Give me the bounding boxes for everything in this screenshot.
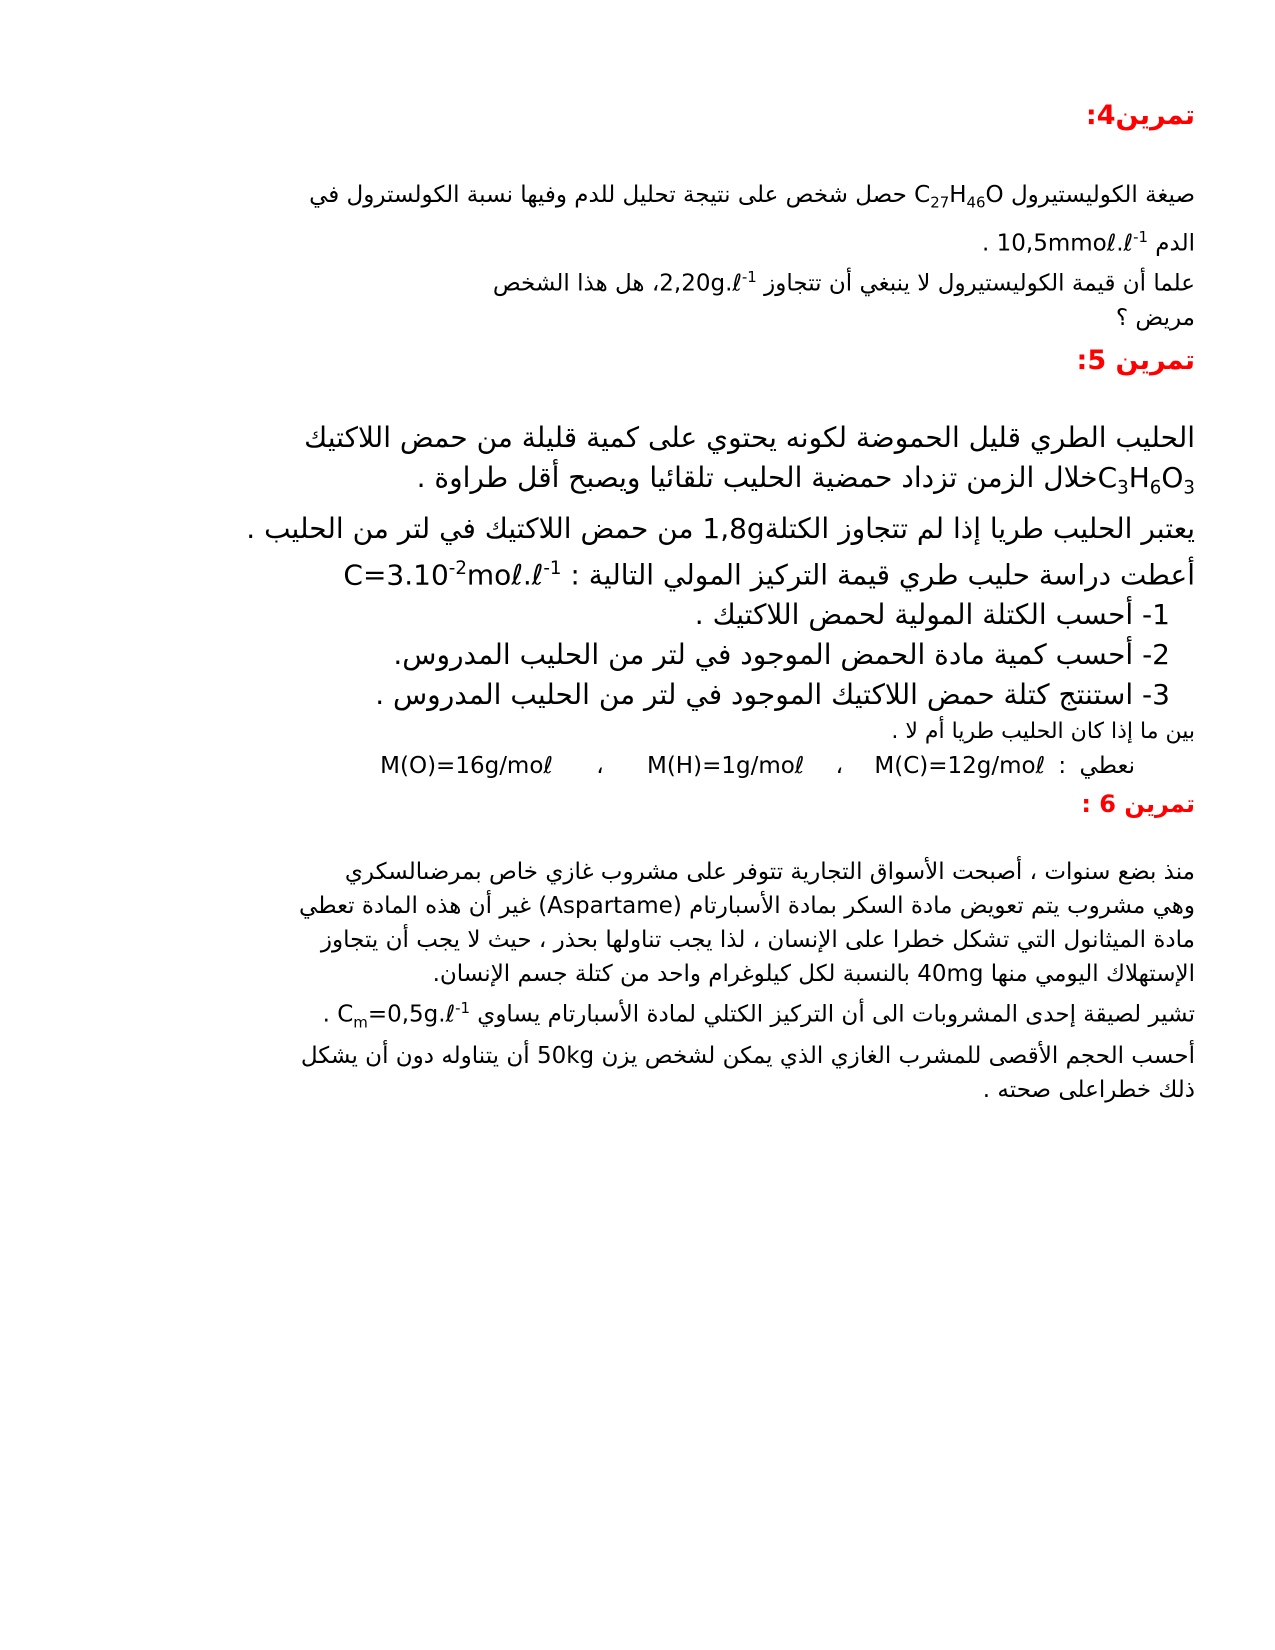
ex4-line-1: [80, 178, 1195, 220]
question-3: 3- استنتج كتلة حمض اللاكتيك الموجود في لتر من الحليب المدروس .: [375, 677, 1170, 711]
mass-limit: 1,8g: [702, 511, 765, 545]
mass-concentration: [337, 991, 470, 1039]
exercise-4-title: تمرين4:: [1085, 100, 1195, 131]
separator-1: ،: [835, 752, 844, 779]
ex4-line-2: [80, 220, 1195, 261]
value-1: 10,5mmoℓ.ℓ: [996, 230, 1134, 257]
separator-2: ،: [596, 752, 604, 779]
cm-subscript: m: [353, 1013, 368, 1032]
formula-o: O: [985, 182, 1004, 208]
given-data: [80, 749, 1195, 783]
given-label: نعطي :: [1045, 752, 1135, 779]
ex4-line-3-b: ، هل هذا الشخص: [492, 270, 660, 297]
ex5-line-3-a: يعتبر الحليب طريا إذا لم تتجاوز الكتلة: [764, 511, 1195, 545]
cholesterol-formula: [914, 178, 1004, 220]
exercise-4-body: [80, 178, 1195, 335]
cm-exp: -1: [455, 999, 470, 1017]
exercise-5-title: تمرين 5:: [1076, 345, 1195, 376]
molar-mass-o: M(O)=16g/moℓ: [380, 752, 553, 779]
formula-o: O: [1161, 461, 1184, 494]
molar-mass-c: M(C)=12g/moℓ: [874, 752, 1046, 779]
molar-concentration: [343, 549, 561, 595]
question-4: بين ما إذا كان الحليب طريا أم لا .: [891, 718, 1195, 744]
exercise-6-title: تمرين 6 :: [1081, 790, 1195, 818]
ex5-line-4: [80, 549, 1195, 595]
ex6-line-6: أحسب الحجم الأقصى للمشرب الغازي الذي يمكن لشخص يزن 50kg أن يتناوله دون أن يشكل: [300, 1043, 1195, 1070]
ex5-line-3: [80, 509, 1195, 549]
ex6-line-3: مادة الميثانول التي تشكل خطرا على الإنسان ، لذا يجب تناولها بحذر ، حيث لا يجب أن يتجاوز: [320, 927, 1195, 953]
value-2-exp: -1: [741, 268, 757, 287]
ex4-line-3-a: علما أن قيمة الكوليستيرول لا ينبغي أن تتجاوز: [756, 270, 1195, 297]
ex4-line-3: [80, 260, 1195, 301]
exercise-5-body: [80, 418, 1195, 783]
ex6-line-4: الإستهلاك اليومي منها 40mg بالنسبة لكل كيلوغرام واحد من كتلة جسم الإنسان.: [432, 961, 1195, 987]
ex4-line-4: مريض ؟: [1115, 304, 1195, 331]
conc-b: moℓ.ℓ: [466, 557, 544, 591]
ex6-line-5-a: تشير لصيقة إحدى المشروبات الى أن التركيز الكتلي لمادة الأسبارتام يساوي: [470, 1001, 1195, 1028]
ex6-line-1: منذ بضع سنوات ، أصبحت الأسواق التجارية تتوفر على مشروب غازي خاص بمرضىالسكري: [344, 859, 1195, 885]
ex5-line-3-b: من حمض اللاكتيك في لتر من الحليب .: [246, 511, 703, 545]
ex5-line-4-a: أعطت دراسة حليب طري قيمة التركيز المولي التالية :: [561, 557, 1195, 591]
formula-h: H: [949, 182, 967, 208]
cholesterol-limit: [659, 260, 757, 301]
formula-c: C: [914, 182, 931, 208]
conc-exp-1: -2: [448, 557, 467, 579]
ex4-line-2-a: الدم: [1147, 230, 1195, 257]
formula-c: C: [1097, 461, 1118, 494]
ex6-line-2: وهي مشروب يتم تعويض مادة السكر بمادة الأسبارتام (Aspartame) غير أن هذه المادة تعطي: [299, 893, 1195, 919]
formula-c-count: 3: [1117, 477, 1129, 499]
ex4-line-2-b: .: [982, 230, 997, 257]
ex5-line-2-text: خلال الزمن تزداد حمضية الحليب تلقائيا ويصبح أقل طراوة .: [416, 461, 1098, 494]
ex5-line-2: [80, 458, 1195, 509]
formula-h-count: 46: [966, 193, 986, 212]
formula-h-count: 6: [1149, 477, 1162, 499]
exercise-6-body: [80, 855, 1195, 1107]
formula-o-count: 3: [1183, 477, 1195, 499]
lactic-acid-formula: [1098, 458, 1195, 509]
question-1: 1- أحسب الكتلة المولية لحمض اللاكتيك .: [694, 597, 1170, 631]
conc-a: C=3.10: [343, 557, 449, 591]
formula-h: H: [1128, 461, 1150, 494]
ex5-line-1: الحليب الطري قليل الحموضة لكونه يحتوي على كمية قليلة من حمض اللاكتيك: [304, 421, 1195, 454]
conc-exp-2: -1: [543, 557, 562, 579]
cholesterol-concentration: [997, 220, 1148, 261]
formula-c-count: 27: [930, 193, 950, 212]
cm-symbol: C: [337, 1001, 354, 1028]
ex6-line-5: [80, 991, 1195, 1039]
ex6-line-5-b: .: [322, 1001, 338, 1028]
molar-mass-h: M(H)=1g/moℓ: [646, 752, 805, 779]
question-2: 2- أحسب كمية مادة الحمض الموجود في لتر من الحليب المدروس.: [393, 637, 1170, 671]
value-2: 2,20g.ℓ: [659, 270, 742, 297]
ex4-line-1-a: صيغة الكوليستيرول: [1003, 182, 1195, 208]
value-1-exp: -1: [1133, 227, 1148, 246]
cm-value: =0,5g.ℓ: [367, 1001, 456, 1028]
ex6-line-7: ذلك خطراعلى صحته .: [982, 1077, 1195, 1104]
ex4-line-1-b: حصل شخص على نتيجة تحليل للدم وفيها نسبة الكولسترول في: [309, 182, 915, 208]
